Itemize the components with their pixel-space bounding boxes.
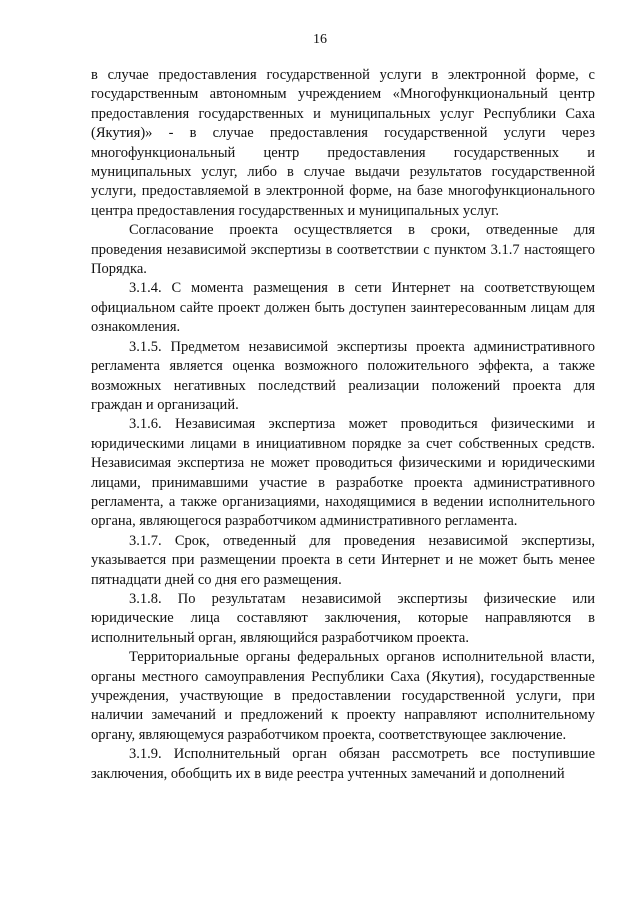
document-body	[91, 66, 595, 784]
paragraph-territorial-bodies: Территориальные органы федеральных органов исполнительной власти, органы местного самоуправления Республики Саха (Якутия), государственные учреждения, участвующие в предоставлении государственной услуги, при наличии замечаний и предложений к проекту направляют исполнительному органу, являющемуся разработчиком проекта, соответствующее заключение.	[91, 649, 595, 743]
paragraph-3-1-7: 3.1.7. Срок, отведенный для проведения независимой экспертизы, указывается при размещении проекта в сети Интернет и не может быть менее пятнадцати дней со дня его размещения.	[91, 532, 595, 588]
paragraph-continued: в случае предоставления государственной услуги в электронной форме, с государственным автономным учреждением «Многофункциональный центр предоставления государственных и муниципальных услуг Республики Саха (Якутия)» - в случае предоставления государственной услуги через многофункциональный центр предоставления государственных и муниципальных услуг, либо в случае выдачи результатов государственной услуги, предоставляемой в электронной форме, на базе многофункционального центра предоставления государственных и муниципальных услуг.	[91, 67, 595, 219]
paragraph-3-1-6: 3.1.6. Независимая экспертиза может проводиться физическими и юридическими лицами в инициативном порядке за счет собственных средств. Независимая экспертиза не может проводиться физическими и юридическими лицами, принимавшими участие в разработке проекта административного регламента, а также организациями, находящимися в ведении исполнительного органа, являющегося разработчиком административного регламента.	[91, 416, 595, 530]
page-number: 16	[313, 32, 327, 47]
paragraph-approval-terms: Согласование проекта осуществляется в сроки, отведенные для проведения независимой экспертизы в соответствии с пунктом 3.1.7 настоящего Порядка.	[91, 222, 595, 278]
paragraph-3-1-4: 3.1.4. С момента размещения в сети Интернет на соответствующем официальном сайте проект должен быть доступен заинтересованным лицам для ознакомления.	[91, 280, 595, 336]
paragraph-3-1-9: 3.1.9. Исполнительный орган обязан рассмотреть все поступившие заключения, обобщить их в виде реестра учтенных замечаний и дополнений	[91, 746, 595, 782]
paragraph-3-1-5: 3.1.5. Предметом независимой экспертизы проекта административного регламента является оценка возможного положительного эффекта, а также возможных негативных последствий реализации положений проекта для граждан и организаций.	[91, 338, 595, 413]
paragraph-3-1-8: 3.1.8. По результатам независимой экспертизы физические или юридические лица составляют заключения, которые направляются в исполнительный орган, являющийся разработчиком проекта.	[91, 590, 595, 646]
